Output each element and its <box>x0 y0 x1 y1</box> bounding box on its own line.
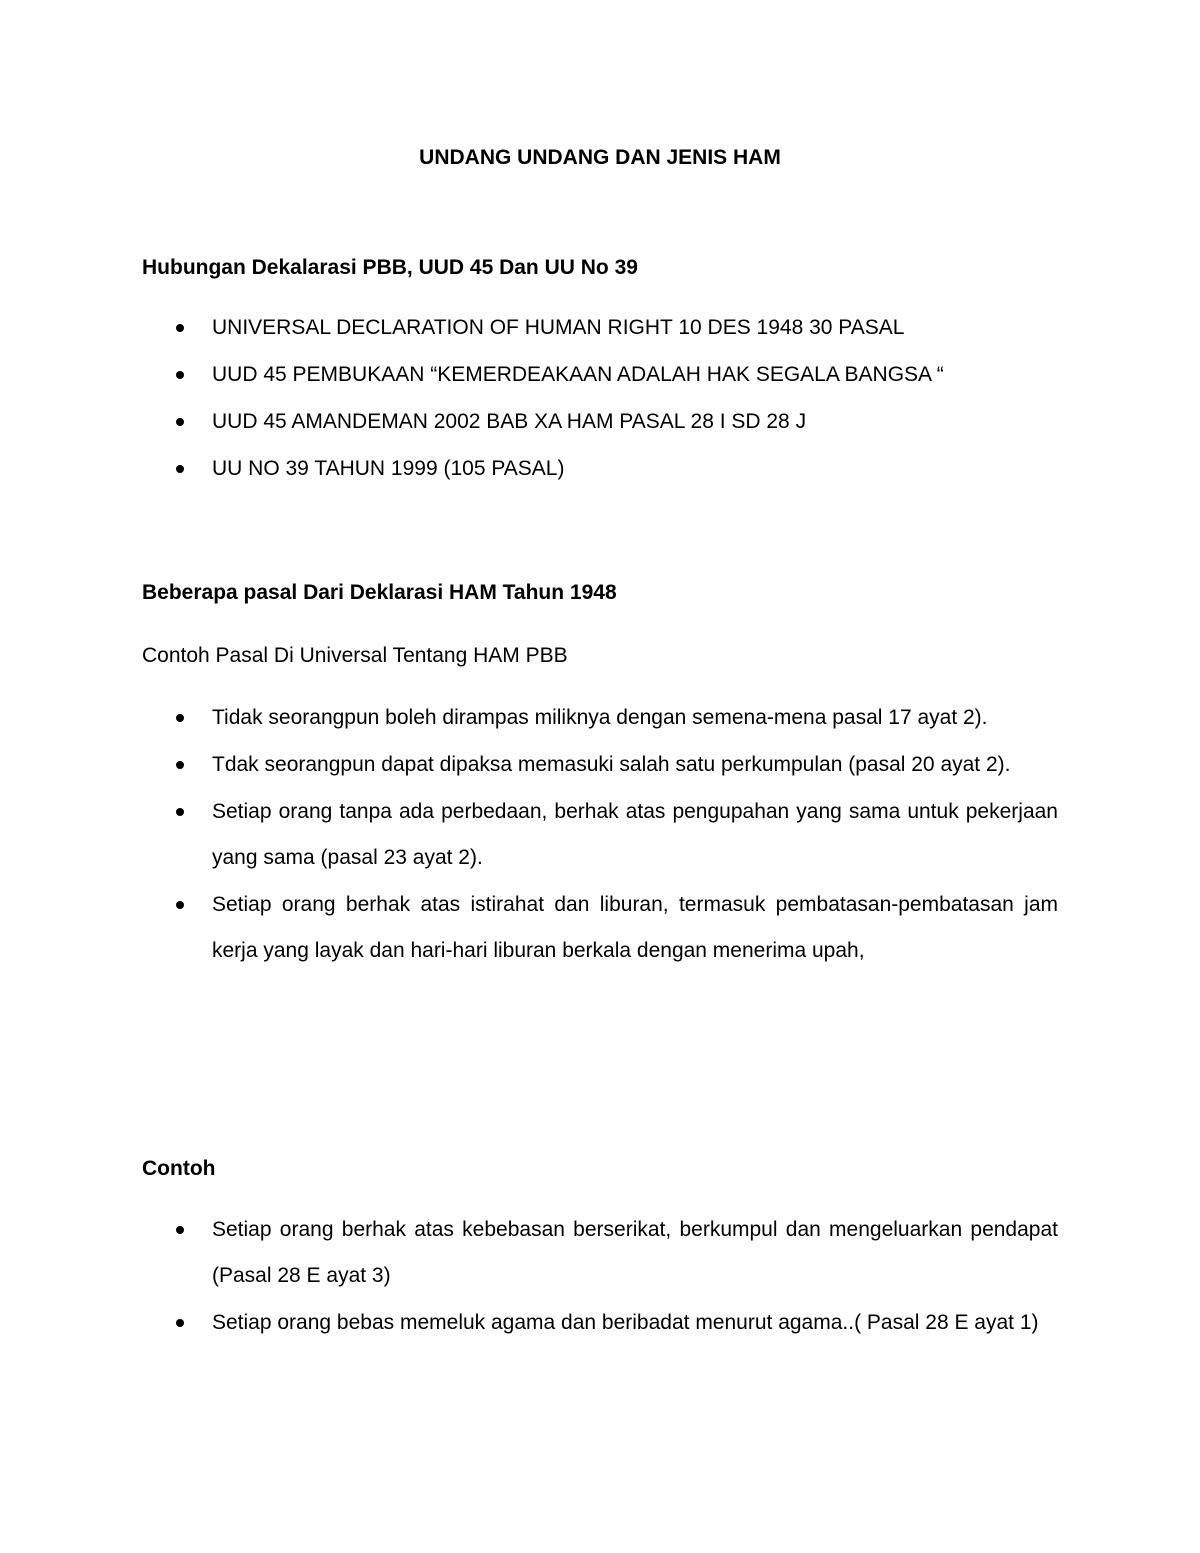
list-item: Setiap orang berhak atas istirahat dan liburan, termasuk pembatasan-pembatasan jam kerja yang layak dan hari-hari liburan berkala dengan menerima upah, <box>142 882 1058 974</box>
bullet-icon <box>176 371 184 379</box>
list-item: UU NO 39 TAHUN 1999 (105 PASAL) <box>142 446 1058 492</box>
section2-list <box>142 695 1058 975</box>
list-item: Tidak seorangpun boleh dirampas miliknya dengan semena-mena pasal 17 ayat 2). <box>142 695 1058 741</box>
bullet-icon <box>176 761 184 769</box>
bullet-icon <box>176 465 184 473</box>
section2-subheading: Contoh Pasal Di Universal Tentang HAM PBB <box>142 644 568 667</box>
bullet-icon <box>176 714 184 722</box>
document-title: UNDANG UNDANG DAN JENIS HAM <box>419 146 781 169</box>
section1-list <box>142 305 1058 493</box>
bullet-icon <box>176 418 184 426</box>
bullet-icon <box>176 901 184 909</box>
bullet-icon <box>176 808 184 816</box>
list-item: UUD 45 AMANDEMAN 2002 BAB XA HAM PASAL 28 I SD 28 J <box>142 399 1058 445</box>
list-item: Tdak seorangpun dapat dipaksa memasuki salah satu perkumpulan (pasal 20 ayat 2). <box>142 742 1058 788</box>
bullet-icon <box>176 1226 184 1234</box>
list-item: Setiap orang bebas memeluk agama dan beribadat menurut agama..( Pasal 28 E ayat 1) <box>142 1300 1058 1346</box>
section3-list <box>142 1207 1058 1347</box>
section2-heading: Beberapa pasal Dari Deklarasi HAM Tahun 1948 <box>142 581 617 604</box>
section1-heading: Hubungan Dekalarasi PBB, UUD 45 Dan UU No 39 <box>142 256 638 279</box>
list-item: UUD 45 PEMBUKAAN “KEMERDEAKAAN ADALAH HAK SEGALA BANGSA “ <box>142 352 1058 398</box>
list-item: Setiap orang berhak atas kebebasan berserikat, berkumpul dan mengeluarkan pendapat (Pasal 28 E ayat 3) <box>142 1207 1058 1299</box>
list-item: UNIVERSAL DECLARATION OF HUMAN RIGHT 10 DES 1948 30 PASAL <box>142 305 1058 351</box>
list-item: Setiap orang tanpa ada perbedaan, berhak atas pengupahan yang sama untuk pekerjaan yang sama (pasal 23 ayat 2). <box>142 789 1058 881</box>
section3-heading: Contoh <box>142 1157 216 1180</box>
bullet-icon <box>176 324 184 332</box>
bullet-icon <box>176 1319 184 1327</box>
